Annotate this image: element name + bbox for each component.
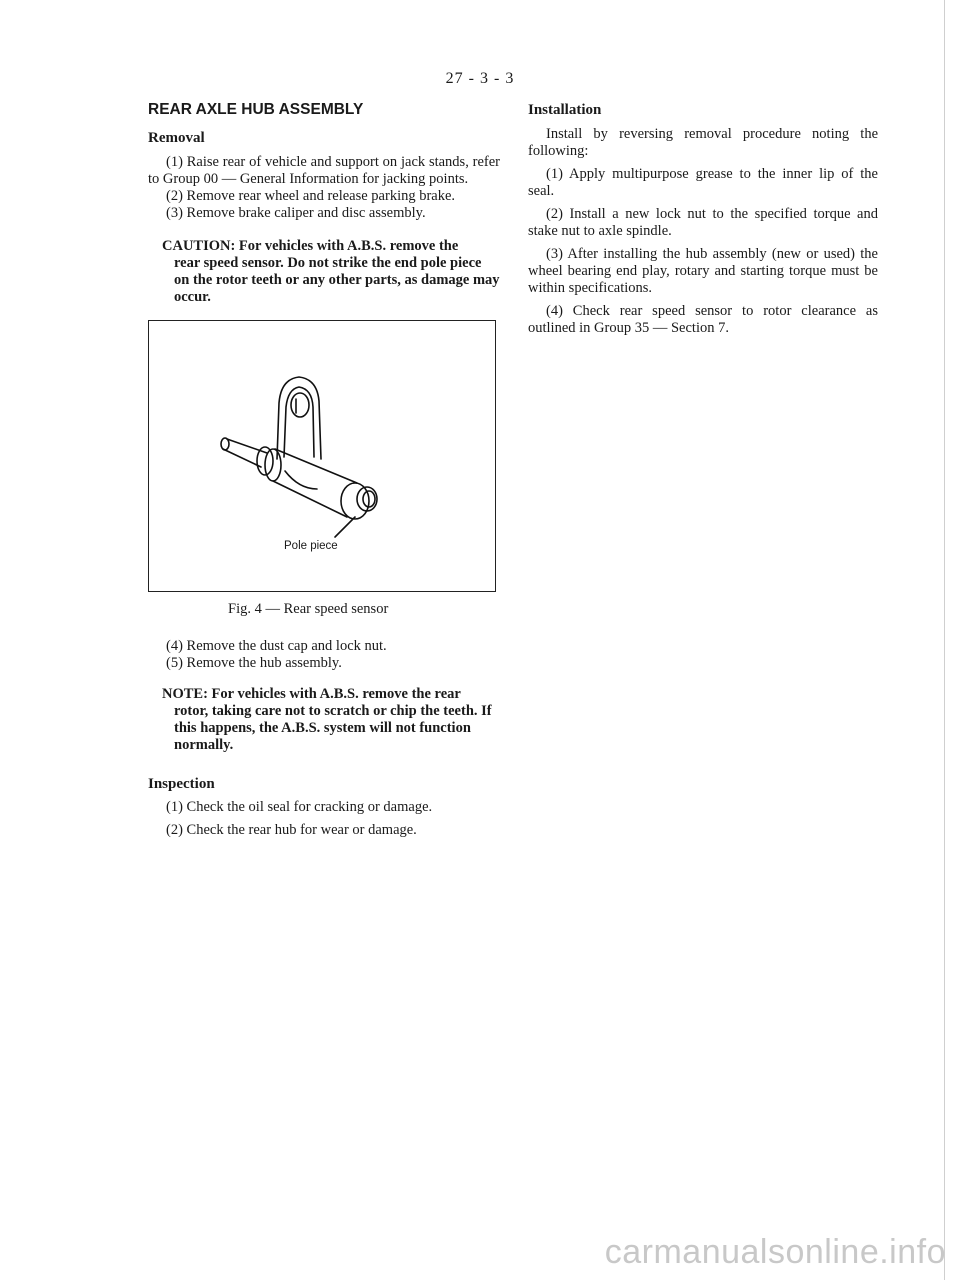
right-column bbox=[528, 100, 878, 337]
removal-step-5: (5) Remove the hub assembly. bbox=[166, 655, 342, 671]
inspection-step-1: (1) Check the oil seal for cracking or damage. bbox=[166, 799, 433, 815]
inspection-heading: Inspection bbox=[148, 776, 215, 792]
installation-step-3: (3) After installing the hub assembly (new or used) the wheel bearing end play, rotary and starting torque must be within specifications. bbox=[528, 246, 878, 296]
removal-step-4: (4) Remove the dust cap and lock nut. bbox=[166, 638, 387, 654]
caution-block bbox=[162, 238, 500, 306]
figure-rear-speed-sensor bbox=[148, 320, 496, 592]
note-block bbox=[162, 686, 500, 754]
page-number: 27 - 3 - 3 bbox=[445, 70, 515, 87]
removal-heading: Removal bbox=[148, 130, 205, 146]
installation-heading: Installation bbox=[528, 102, 602, 118]
left-column bbox=[148, 100, 500, 845]
caution-text: rear speed sensor. Do not strike the end pole piece on the rotor teeth or any other parts, as damage may occur. bbox=[174, 255, 500, 305]
figure-label-pole-piece: Pole piece bbox=[284, 540, 338, 552]
removal-step-2: (2) Remove rear wheel and release parking brake. bbox=[166, 188, 456, 204]
installation-intro: Install by reversing removal procedure noting the following: bbox=[528, 126, 878, 159]
note-lead: NOTE: For vehicles with A.B.S. remove the rear bbox=[162, 686, 461, 702]
figure-caption: Fig. 4 — Rear speed sensor bbox=[228, 601, 389, 617]
note-text: rotor, taking care not to scratch or chip the teeth. If this happens, the A.B.S. system will not function normally. bbox=[174, 703, 492, 753]
installation-step-4: (4) Check rear speed sensor to rotor clearance as outlined in Group 35 — Section 7. bbox=[528, 303, 878, 336]
installation-step-2: (2) Install a new lock nut to the specified torque and stake nut to axle spindle. bbox=[528, 206, 878, 239]
installation-step-1: (1) Apply multipurpose grease to the inner lip of the seal. bbox=[528, 166, 878, 199]
section-title: REAR AXLE HUB ASSEMBLY bbox=[148, 101, 364, 118]
inspection-step-2: (2) Check the rear hub for wear or damage. bbox=[166, 822, 417, 838]
page-edge-line bbox=[944, 0, 945, 1280]
removal-step-3: (3) Remove brake caliper and disc assembly. bbox=[166, 205, 426, 221]
caution-lead: CAUTION: For vehicles with A.B.S. remove the bbox=[162, 238, 459, 254]
watermark: carmanualsonline.info bbox=[604, 1233, 946, 1271]
removal-step-1: (1) Raise rear of vehicle and support on jack stands, refer to Group 00 — General Information for jacking points. bbox=[148, 154, 500, 187]
